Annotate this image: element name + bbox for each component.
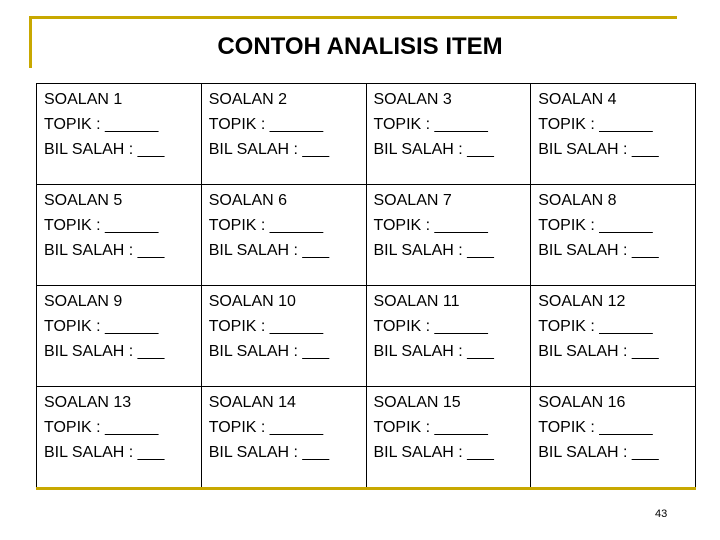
error-count-field: BIL SALAH : ___: [538, 343, 659, 360]
topic-field: TOPIK : ______: [208, 318, 324, 335]
question-cell: [37, 286, 202, 387]
error-count-field: BIL SALAH : ___: [44, 242, 165, 259]
error-count-field: BIL SALAH : ___: [538, 141, 659, 158]
topic-field: TOPIK : ______: [373, 217, 488, 234]
question-cell: [366, 84, 531, 185]
question-label: SOALAN 2: [208, 91, 288, 108]
error-count-field: BIL SALAH : ___: [208, 444, 330, 461]
topic-field: TOPIK : ______: [373, 419, 488, 436]
error-count-field: BIL SALAH : ___: [538, 444, 659, 461]
grid-row: [37, 185, 696, 286]
question-cell: [531, 387, 696, 490]
error-count-field: BIL SALAH : ___: [373, 343, 494, 360]
question-label: SOALAN 16: [538, 394, 626, 411]
question-label: SOALAN 7: [373, 192, 452, 209]
item-analysis-grid: [36, 83, 696, 490]
page-number: 43: [655, 508, 668, 520]
question-cell: [531, 185, 696, 286]
question-label: SOALAN 9: [44, 293, 123, 310]
grid-row: [37, 84, 696, 185]
error-count-field: BIL SALAH : ___: [208, 141, 330, 158]
bottom-accent-line: [36, 487, 696, 490]
topic-field: TOPIK : ______: [44, 217, 159, 234]
question-cell: [366, 286, 531, 387]
error-count-field: BIL SALAH : ___: [373, 242, 494, 259]
question-cell: [37, 185, 202, 286]
error-count-field: BIL SALAH : ___: [538, 242, 659, 259]
question-cell: [201, 185, 366, 286]
error-count-field: BIL SALAH : ___: [373, 444, 494, 461]
question-label: SOALAN 6: [208, 192, 288, 209]
topic-field: TOPIK : ______: [44, 116, 159, 133]
question-label: SOALAN 4: [538, 91, 617, 108]
question-cell: [37, 387, 202, 490]
topic-field: TOPIK : ______: [208, 116, 324, 133]
question-label: SOALAN 11: [373, 293, 460, 310]
question-cell: [366, 387, 531, 490]
topic-field: TOPIK : ______: [373, 318, 488, 335]
error-count-field: BIL SALAH : ___: [373, 141, 494, 158]
question-cell: [201, 286, 366, 387]
question-cell: [366, 185, 531, 286]
topic-field: TOPIK : ______: [538, 419, 653, 436]
topic-field: TOPIK : ______: [538, 318, 653, 335]
question-label: SOALAN 8: [538, 192, 617, 209]
top-accent-line: [29, 16, 677, 19]
topic-field: TOPIK : ______: [538, 217, 653, 234]
question-label: SOALAN 12: [538, 293, 626, 310]
question-cell: [531, 84, 696, 185]
error-count-field: BIL SALAH : ___: [44, 343, 165, 360]
question-cell: [201, 387, 366, 490]
topic-field: TOPIK : ______: [44, 419, 159, 436]
grid-row: [37, 387, 696, 490]
question-label: SOALAN 10: [208, 293, 296, 310]
topic-field: TOPIK : ______: [373, 116, 488, 133]
topic-field: TOPIK : ______: [208, 419, 324, 436]
error-count-field: BIL SALAH : ___: [44, 444, 165, 461]
grid-row: [37, 286, 696, 387]
topic-field: TOPIK : ______: [44, 318, 159, 335]
question-cell: [531, 286, 696, 387]
error-count-field: BIL SALAH : ___: [208, 343, 330, 360]
question-label: SOALAN 14: [208, 394, 296, 411]
question-label: SOALAN 1: [44, 91, 123, 108]
question-label: SOALAN 15: [373, 394, 461, 411]
question-label: SOALAN 13: [44, 394, 132, 411]
error-count-field: BIL SALAH : ___: [44, 141, 165, 158]
question-cell: [37, 84, 202, 185]
error-count-field: BIL SALAH : ___: [208, 242, 330, 259]
question-label: SOALAN 5: [44, 192, 123, 209]
topic-field: TOPIK : ______: [538, 116, 653, 133]
topic-field: TOPIK : ______: [208, 217, 324, 234]
question-label: SOALAN 3: [373, 91, 452, 108]
question-cell: [201, 84, 366, 185]
slide-title: CONTOH ANALISIS ITEM: [217, 33, 503, 60]
